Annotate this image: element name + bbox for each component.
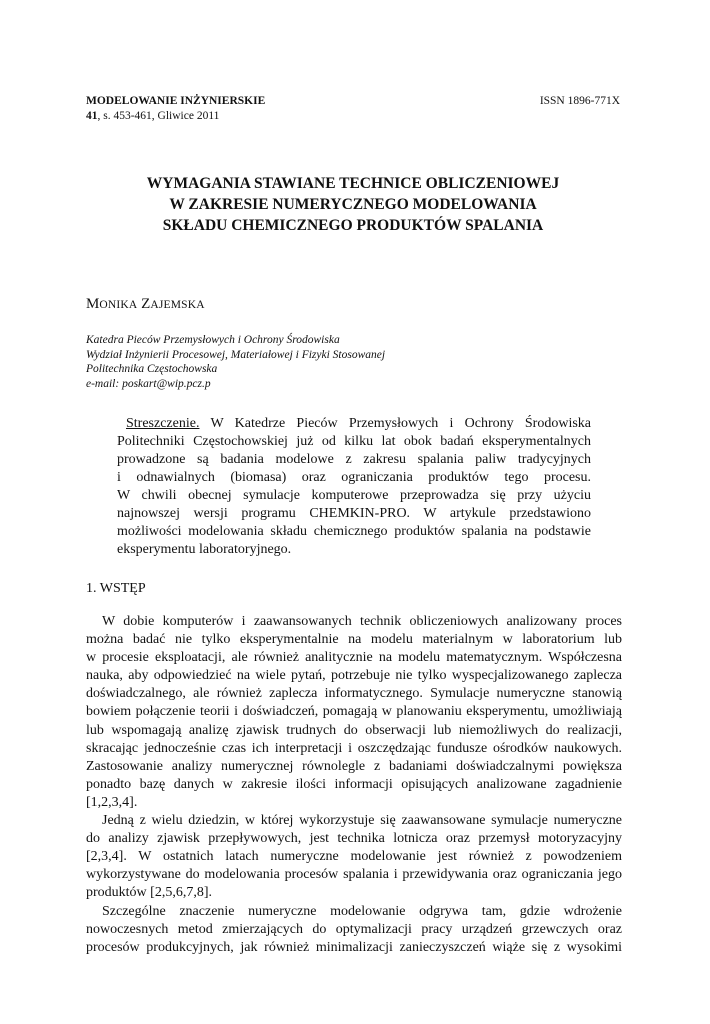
abstract-line: eksperymentu laboratoryjnego.	[117, 542, 292, 557]
title-line: WYMAGANIA STAWIANE TECHNICE OBLICZENIOWEJ	[146, 175, 560, 192]
body-line: lub wspomagają analizę zjawisk trudnych do obserwacji lub niemożliwych do realizacji,	[86, 722, 622, 738]
abstract-line: i odnawialnych (biomasa) oraz ograniczania produktów tego procesu.	[117, 470, 591, 485]
body-line-text: Jedną z wielu dziedzin, w której wykorzystuje się zaawansowane symulacje numeryczne	[102, 813, 622, 829]
affiliation-line: Katedra Pieców Przemysłowych i Ochrony Środowiska	[86, 334, 340, 346]
body-line	[86, 903, 622, 921]
abstract-line: Politechniki Częstochowskiej już od kilku lat obok badań eksperymentalnych	[117, 434, 591, 449]
body-line: Zastosowanie analizy numerycznej równolegle z badaniami doświadczalnymi powiększa	[86, 758, 622, 774]
abstract-line: W chwili obecnej symulacje komputerowe przeprowadza się przy użyciu	[117, 488, 591, 503]
body-line: doświadczalnego, ale również zaplecza informatycznego. Symulacje numeryczne stanowią	[86, 686, 622, 702]
abstract	[117, 415, 591, 559]
abstract-text: W Katedrze Pieców Przemysłowych i Ochrony Środowiska	[199, 416, 591, 431]
body-text	[86, 613, 622, 957]
body-line: można badać nie tylko eksperymentalnie na modelu materialnym w laboratorium lub	[86, 632, 622, 648]
body-line: skracając jednocześnie czas ich interpretacji i oszczędzając fundusze ośrodków naukowych.	[86, 740, 622, 756]
running-header	[86, 94, 620, 124]
body-line: [1,2,3,4].	[86, 794, 138, 810]
volume-info	[86, 109, 620, 124]
section-heading: 1. WSTĘP	[86, 581, 146, 596]
abstract-line: możliwości modelowania składu chemicznego produktów spalania na podstawie	[117, 524, 591, 539]
body-line: ponadto bazę danych w zakresie ilości informacji opisujących analizowane zagadnienie	[86, 776, 622, 792]
volume-pages: , s. 453-461, Gliwice 2011	[97, 110, 220, 122]
author-first-initial: M	[86, 296, 100, 312]
abstract-label: Streszczenie.	[126, 416, 200, 431]
affiliation-line: Wydział Inżynierii Procesowej, Materiałowej i Fizyki Stosowanej	[86, 348, 386, 361]
author-first-rest: ONIKA	[99, 299, 138, 311]
abstract-line: prowadzone są badania modelowe z zakresu spalania paliw tradycyjnych	[117, 452, 591, 467]
journal-name: MODELOWANIE INŻYNIERSKIE	[86, 95, 266, 107]
body-line: nowoczesnych metod zmierzających do optymalizacji pracy urządzeń grzewczych oraz	[86, 921, 622, 937]
body-line	[86, 812, 622, 830]
title-line: SKŁADU CHEMICZNEGO PRODUKTÓW SPALANIA	[162, 217, 544, 234]
body-line-text: W dobie komputerów i zaawansowanych technik obliczeniowych analizowany proces	[102, 614, 622, 629]
issn: ISSN 1896-771X	[539, 95, 620, 107]
body-line-text: Szczególne znaczenie numeryczne modelowanie odgrywa tam, gdzie wdrożenie	[102, 903, 622, 919]
author-email: e-mail: poskart@wip.pcz.p	[86, 377, 211, 390]
paper-title	[86, 173, 620, 236]
body-line: w procesie eksploatacji, ale również analitycznie na modelu matematycznym. Współczesna	[86, 650, 622, 666]
body-line: wykorzystywane do modelowania procesów spalania i przewidywania oraz ograniczania jego	[86, 867, 622, 883]
affiliation-line: Politechnika Częstochowska	[86, 363, 218, 375]
author-name	[86, 296, 205, 313]
body-line: nauka, aby odpowiedzieć na wiele pytań, potrzebuje nie tylko wyspecjalizowanego zaplecza	[86, 668, 622, 684]
volume-number: 41	[86, 110, 98, 122]
affiliation	[86, 333, 385, 391]
body-line: do analizy zjawisk przepływowych, jest technika lotnicza oraz przemysł motoryzacyjny	[86, 831, 622, 847]
body-line: procesów produkcyjnych, jak również minimalizacji zanieczyszczeń wiąże się z wysokimi	[86, 939, 622, 955]
abstract-line	[117, 415, 591, 433]
title-line: W ZAKRESIE NUMERYCZNEGO MODELOWANIA	[169, 196, 537, 213]
author-last-initial: Z	[141, 296, 151, 312]
body-line: produktów [2,5,6,7,8].	[86, 885, 212, 901]
abstract-line: najnowszej wersji programu CHEMKIN-PRO. W artykule przedstawiono	[117, 506, 591, 521]
author-last-rest: AJEMSKA	[150, 299, 205, 311]
body-line	[86, 613, 622, 631]
body-line: bowiem połączenie teorii i doświadczeń, pomagają w planowaniu eksperymentu, umożliwiają	[86, 704, 622, 720]
body-line: [2,3,4]. W ostatnich latach numeryczne modelowanie jest również z powodzeniem	[86, 849, 622, 865]
